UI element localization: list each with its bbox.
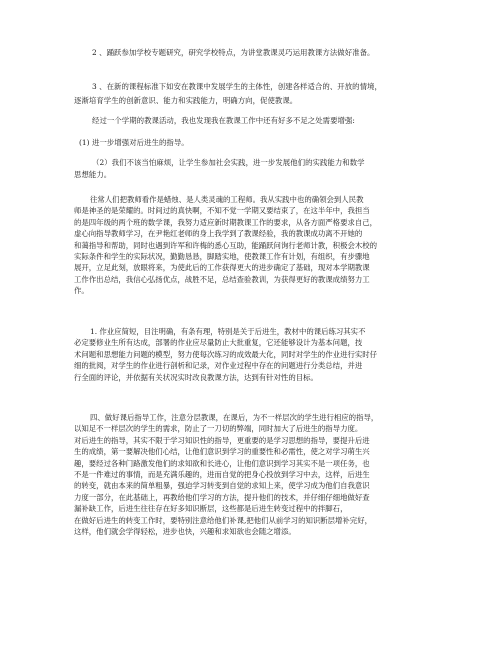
- text-line: 对后进生的指导，其实不限于学习知识性的指导，更重要的是学习思想的指导，要提升后进: [74, 435, 370, 445]
- paragraph-point-2-line-2: 思想能力。: [74, 170, 112, 179]
- text-line: 漏补缺工作，后进生往往存在好多知识断层，这些都是后进生转变过程中的拌脚石，: [74, 504, 348, 514]
- text-line: 以知足不一样层次的学生的需求，防止了一刀切的弊端，同时加大了后进生的指导力度。: [74, 424, 363, 434]
- text-line: 1. 作业应简短，目注明确，有条有理，特别是关于后进生，教材中的课后练习其实不: [90, 327, 366, 336]
- text-line: 在做好后进生的转变工作时，要特别注意给他们补课,把他们从前学习的知识断层增补完好，: [74, 515, 372, 525]
- text-line: 这样，他们就会学得轻松，进步也快，兴趣和求知欲也会随之增添。: [74, 527, 296, 537]
- paragraph-point-1: (1) 进一步增强对后进生的指导。: [79, 138, 189, 147]
- text-line: 作。: [74, 286, 89, 296]
- paragraph-item-3-line-2: 逐渐培育学生的创新意识、能力和实践能力，明确方向，促使教课。: [74, 96, 298, 105]
- paragraph-summary: [74, 194, 434, 297]
- text-line: 师是神圣的是荣耀的。时间过的真快啊，不知不觉一学期又要结束了，在这半年中，我担当: [74, 206, 370, 216]
- text-line: 术问题和思想能力问题的模型，努力使每次练习的成效最大化，同时对学生的作业进行实时仔: [74, 349, 378, 359]
- text-line: 展开，立足此刻，放眼将来，为使此后的工作获得更大的进步确定了基础，现对本学期教课: [74, 263, 370, 273]
- text-line: 工作作出总结，我信心弘扬优点，战胜不足，总结查验教训，为获得更好的教课成绩努力工: [74, 274, 370, 284]
- paragraph-after-class: [74, 412, 434, 537]
- text-line: 实际条件和学生的实际状况，勤勤恳恳，脚踏实地，使教课工作有计划，有组织，有步骤地: [74, 252, 370, 262]
- text-line: 生的成绩，第一要解决他们心结，让他们意识到学习的重要性和必需性，使之对学习萌生兴: [74, 447, 370, 457]
- text-line: 不是一件难过的事情，而是充满乐趣的，进而自觉的把身心投放到学习中去，这样，后进生: [74, 470, 370, 480]
- paragraph-item-2: 2 、踊跃参加学校专题研究，研究学校特点，为讲堂教课灵巧运用教课方法做好准备。: [92, 48, 375, 57]
- paragraph-item-3-line-1: 3 、在新的课程标准下如安在教课中发展学生的主体性，创建各样适合的、开放的情境，: [92, 82, 382, 91]
- text-line: 四、做好课后指导工作，注意分层教课，在课后，为不一样层次的学生进行相应的指导，: [90, 413, 379, 422]
- text-line: 的转变，就由本来的简单粗暴，强迫学习转变到自觉的求知上来，使学习成为他们自我意识: [74, 481, 370, 491]
- text-line: 必定要修业生所有达成，部署的作业应尽量防止大批重复，它还能够设计为基本问题，技: [74, 338, 363, 348]
- text-line: 力度一部分，在此基础上，再教给他们学习的方法，提升他们的技术，并仔细仔细地做好查: [74, 492, 370, 502]
- text-line: 虚心向指导教师学习，在尹艳红老师的身上我学到了教课经验，我的教课成功离不开她的: [74, 229, 363, 239]
- text-line: 往常人们把教师看作是蜡烛、是人类灵魂的工程师。我从实践中也的确领会到人民教: [90, 195, 364, 204]
- text-line: 趣，要经过各种门路激发他们的求知欲和长进心，让他们意识到学习其实不是一项任务，也: [74, 458, 370, 468]
- paragraph-homework: [74, 326, 434, 383]
- text-line: 的是四年级的两个班的数学课，我努力适应新时期教课工作的要求，从各方面严格要求自己，: [74, 217, 378, 227]
- text-line: 细的批阅，对学生的作业进行剖析和记录，对作业过程中存在的问题进行分类总结，并进: [74, 361, 363, 371]
- text-line: 行全面的评论，并依据有关状况实时改良教课方法，达到有针对性的目标。: [74, 372, 318, 382]
- paragraph-point-2-line-1: （2）我们不该当怕麻烦，让学生参加社会实践，进一步发展他们的实践能力和数学: [92, 158, 365, 167]
- paragraph-summary-intro: 经过一个学期的教课活动，我也发现我在教课工作中还有好多不足之处需要增强:: [92, 116, 355, 125]
- text-line: 和蔼指导和帮助，同时也遇到许军和许梅的悉心互助，能踊跃问询行老师计教，积极会木校的: [74, 240, 378, 250]
